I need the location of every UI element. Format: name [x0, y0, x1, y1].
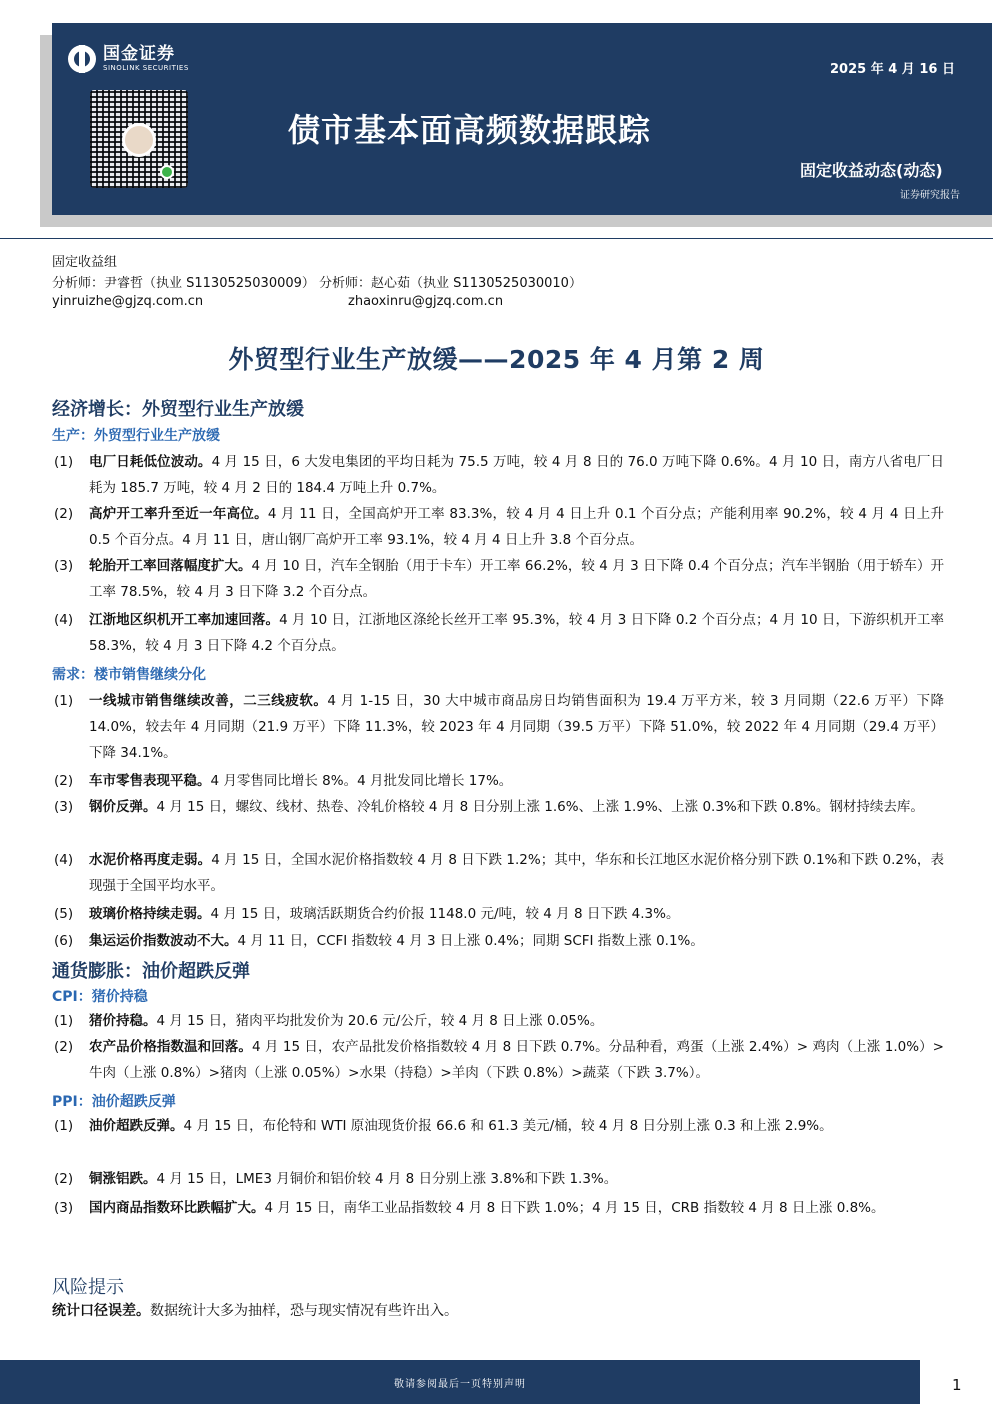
logo-mark-icon — [68, 45, 96, 73]
analyst-line: 分析师：尹睿哲（执业 S1130525030009） 分析师：赵心茹（执业 S1130525030010） — [52, 276, 582, 291]
item-text: 4 月 15 日，布伦特和 WTI 原油现货价报 66.6 和 61.3 美元/桶，较 4 月 8 日分别上涨 0.3 和上涨 2.9%。 — [183, 1118, 833, 1134]
item-text: 4 月 15 日，农产品批发价格指数较 4 月 8 日下跌 0.7%。分品种看，鸡蛋（上涨 2.4%）> 鸡肉（上涨 1.0%）>牛肉（上涨 0.8%）>猪肉（上涨 0.05%）>水果（持稳）>羊肉（下跌 0.8%）>蔬菜（下跌 3.7%）。 — [89, 1039, 944, 1081]
item-number: (3) — [54, 799, 74, 815]
item-lead: 轮胎开工率回落幅度扩大。 — [89, 558, 252, 574]
list-item — [52, 1195, 944, 1221]
item-lead: 车市零售表现平稳。 — [89, 773, 211, 789]
list-item — [52, 794, 944, 820]
list-item — [52, 1113, 944, 1139]
report-type: 固定收益动态(动态) — [800, 161, 943, 180]
list-item — [52, 553, 944, 605]
item-number: (1) — [54, 454, 74, 470]
item-number: (6) — [54, 933, 74, 949]
logo-name-cn: 国金证券 — [103, 44, 175, 64]
item-lead: 高炉开工率升至近一年高位。 — [89, 506, 268, 522]
item-lead: 一线城市销售继续改善，二三线疲软。 — [89, 693, 328, 709]
analyst-email-2[interactable]: zhaoxinru@gjzq.com.cn — [348, 294, 504, 309]
item-text: 4 月零售同比增长 8%。4 月批发同比增长 17%。 — [210, 773, 513, 789]
analyst-email-1[interactable]: yinruizhe@gjzq.com.cn — [52, 294, 204, 309]
item-number: (5) — [54, 906, 74, 922]
item-text: 4 月 10 日，汽车全钢胎（用于卡车）开工率 66.2%，较 4 月 3 日下降 0.4 个百分点；汽车半钢胎（用于轿车）开工率 78.5%，较 4 月 3 日下降 3.2 个百分点。 — [89, 558, 945, 600]
item-number: (1) — [54, 693, 74, 709]
document-title: 外贸型行业生产放缓——2025 年 4 月第 2 周 — [228, 345, 765, 374]
item-lead: 钢价反弹。 — [89, 799, 157, 815]
section-heading-inflation: 通货膨胀：油价超跌反弹 — [52, 961, 250, 982]
subsection-heading-cpi: CPI：猪价持稳 — [52, 989, 148, 1005]
item-number: (2) — [54, 773, 74, 789]
item-lead: 国内商品指数环比跌幅扩大。 — [89, 1200, 265, 1216]
report-category: 证券研究报告 — [900, 190, 960, 201]
item-text: 4 月 15 日，玻璃活跃期货合约价报 1148.0 元/吨，较 4 月 8 日下跌 4.3%。 — [210, 906, 680, 922]
item-lead: 集运运价指数波动不大。 — [89, 933, 238, 949]
list-item — [52, 607, 944, 659]
list-item — [52, 1008, 944, 1034]
analyst-info — [52, 252, 582, 294]
footer-notice[interactable]: 敬请参阅最后一页特别声明 — [394, 1379, 526, 1390]
list-item — [52, 928, 944, 954]
subsection-heading-ppi: PPI：油价超跌反弹 — [52, 1094, 176, 1110]
qr-center-logo-icon — [122, 123, 156, 157]
team-name: 固定收益组 — [52, 255, 118, 270]
list-item — [52, 847, 944, 899]
item-number: (2) — [54, 1039, 74, 1055]
list-item — [52, 688, 944, 766]
item-text: 4 月 10 日，江浙地区涤纶长丝开工率 95.3%，较 4 月 3 日下降 0.2 个百分点；4 月 10 日，下游织机开工率 58.3%，较 4 月 3 日下降 4.2 个百分点。 — [89, 612, 945, 654]
risk-text: 数据统计大多为抽样，恐与现实情况有些许出入。 — [150, 1303, 458, 1319]
item-text: 4 月 15 日，LME3 月铜价和铝价较 4 月 8 日分别上涨 3.8%和下跌 1.3%。 — [156, 1171, 618, 1187]
company-logo — [68, 45, 189, 73]
item-number: (3) — [54, 558, 74, 574]
item-number: (2) — [54, 506, 74, 522]
item-lead: 水泥价格再度走弱。 — [89, 852, 212, 868]
item-lead: 农产品价格指数温和回落。 — [89, 1039, 252, 1055]
item-text: 4 月 11 日，CCFI 指数较 4 月 3 日上涨 0.4%；同期 SCFI 指数上涨 0.1%。 — [237, 933, 704, 949]
list-item — [52, 901, 944, 927]
item-lead: 猪价持稳。 — [89, 1013, 157, 1029]
list-item — [52, 1166, 944, 1192]
item-number: (4) — [54, 852, 74, 868]
logo-name-en: SINOLINK SECURITIES — [103, 64, 189, 72]
item-text: 4 月 11 日，全国高炉开工率 83.3%，较 4 月 4 日上升 0.1 个百分点；产能利用率 90.2%，较 4 月 4 日上升 0.5 个百分点。4 月 11 日，唐山钢厂高炉开工率 93.1%，较 4 月 4 日上升 3.8 个百分点。 — [89, 506, 944, 548]
item-number: (3) — [54, 1200, 74, 1216]
risk-lead: 统计口径误差。 — [52, 1303, 150, 1319]
subsection-heading-demand: 需求：楼市销售继续分化 — [52, 667, 206, 683]
item-lead: 玻璃价格持续走弱。 — [89, 906, 211, 922]
list-item — [52, 501, 944, 553]
list-item — [52, 1034, 944, 1086]
page-number: 1 — [952, 1376, 962, 1394]
item-number: (1) — [54, 1013, 74, 1029]
risk-heading: 风险提示 — [52, 1277, 124, 1298]
item-number: (4) — [54, 612, 74, 628]
item-lead: 江浙地区织机开工率加速回落。 — [89, 612, 280, 628]
item-number: (1) — [54, 1118, 74, 1134]
list-item — [52, 449, 944, 501]
risk-statement — [52, 1300, 458, 1320]
report-date: 2025 年 4 月 16 日 — [830, 62, 955, 77]
item-lead: 铜涨铝跌。 — [89, 1171, 157, 1187]
report-title: 债市基本面高频数据跟踪 — [288, 111, 652, 149]
item-number: (2) — [54, 1171, 74, 1187]
section-heading-growth: 经济增长：外贸型行业生产放缓 — [52, 399, 304, 420]
item-text: 4 月 15 日，猪肉平均批发价为 20.6 元/公斤，较 4 月 8 日上涨 0.05%。 — [156, 1013, 604, 1029]
list-item — [52, 768, 944, 794]
item-lead: 油价超跌反弹。 — [89, 1118, 184, 1134]
mini-program-badge-icon — [160, 165, 174, 179]
item-text: 4 月 15 日，6 大发电集团的平均日耗为 75.5 万吨，较 4 月 8 日的 76.0 万吨下降 0.6%。4 月 10 日，南方八省电厂日耗为 185.7 万吨，较 4 月 2 日的 184.4 万吨上升 0.7%。 — [89, 454, 944, 496]
subsection-heading-production: 生产：外贸型行业生产放缓 — [52, 428, 220, 444]
item-text: 4 月 15 日，南华工业品指数较 4 月 8 日下跌 1.0%；4 月 15 日，CRB 指数较 4 月 8 日上涨 0.8%。 — [264, 1200, 885, 1216]
header-divider — [0, 238, 993, 239]
item-text: 4 月 15 日，螺纹、线材、热卷、冷轧价格较 4 月 8 日分别上涨 1.6%、上涨 1.9%、上涨 0.3%和下跌 0.8%。钢材持续去库。 — [156, 799, 924, 815]
item-text: 4 月 15 日，全国水泥价格指数较 4 月 8 日下跌 1.2%；其中，华东和长江地区水泥价格分别下跌 0.1%和下跌 0.2%，表现强于全国平均水平。 — [89, 852, 945, 894]
item-lead: 电厂日耗低位波动。 — [89, 454, 212, 470]
item-text: 4 月 1-15 日，30 大中城市商品房日均销售面积为 19.4 万平方米，较 3 月同期（22.6 万平）下降 14.0%，较去年 4 月同期（21.9 万平）下降 11.3%，较 2023 年 4 月同期（39.5 万平）下降 51.0%，较 2022 年 4 月同期（29.4 万平）下降 34.1%。 — [89, 693, 945, 761]
